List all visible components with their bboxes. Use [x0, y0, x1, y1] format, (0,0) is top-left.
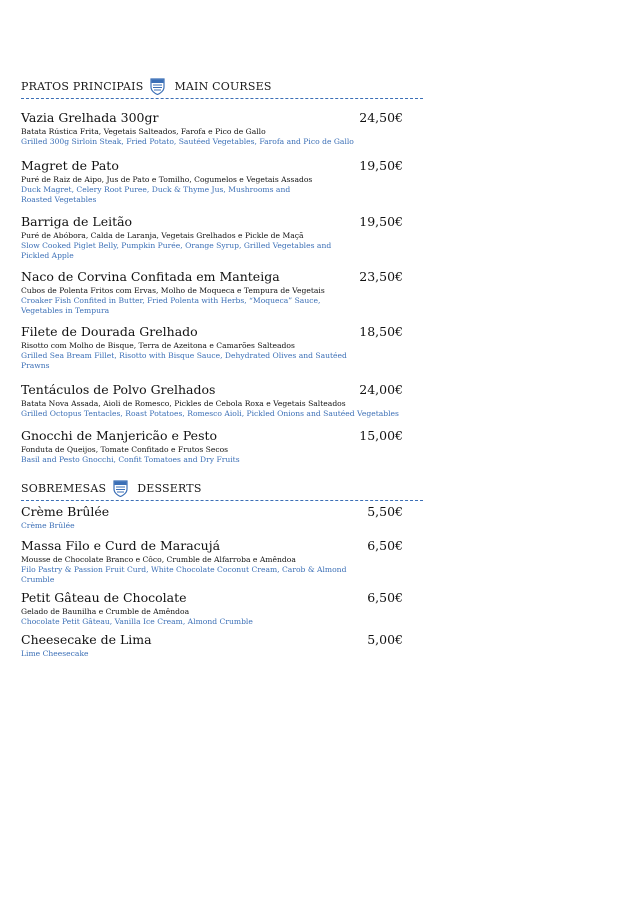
- dish-name: Massa Filo e Curd de Maracujá: [21, 538, 221, 553]
- dish-price: 24,00€: [359, 382, 403, 397]
- dish-description-en: Filo Pastry & Passion Fruit Curd, White Chocolate Coconut Cream, Carob & Almond Crumble: [21, 565, 347, 584]
- dish-description-pt: Fonduta de Queijos, Tomate Confitado e Frutos Secos: [21, 445, 229, 454]
- dish-description-pt: Gelado de Baunilha e Crumble de Amêndoa: [21, 607, 190, 616]
- dish-description-en: Duck Magret, Celery Root Puree, Duck & Thyme Jus, Mushrooms and Roasted Vegetables: [21, 185, 291, 204]
- dish-description-pt: Batata Rústica Frita, Vegetais Salteados, Farofa e Pico de Gallo: [21, 127, 266, 136]
- dish-description-en: Chocolate Petit Gâteau, Vanilla Ice Cream, Almond Crumble: [21, 617, 253, 626]
- menu-item: [21, 590, 421, 627]
- section-header: [21, 478, 423, 501]
- section-title-pt: SOBREMESAS: [21, 481, 107, 495]
- menu-item: [21, 110, 421, 147]
- dish-description-en: Grilled 300g Sirloin Steak, Fried Potato, Sautéed Vegetables, Farofa and Pico de Gallo: [21, 137, 354, 146]
- dish-price: 15,00€: [359, 428, 403, 443]
- dish-name: Gnocchi de Manjericão e Pesto: [21, 428, 218, 443]
- menu-item: [21, 158, 421, 205]
- menu-item: [21, 504, 421, 531]
- dish-price: 19,50€: [359, 214, 403, 229]
- dish-price: 19,50€: [359, 158, 403, 173]
- dish-name: Vazia Grelhada 300gr: [21, 110, 159, 125]
- dish-description-en: Crème Brûlée: [21, 521, 75, 530]
- section-title-en: MAIN COURSES: [174, 79, 272, 93]
- dish-name: Petit Gâteau de Chocolate: [21, 590, 187, 605]
- dish-name: Barriga de Leitão: [21, 214, 133, 229]
- dish-description-pt: Batata Nova Assada, Aioli de Romesco, Pickles de Cebola Roxa e Vegetais Salteados: [21, 399, 346, 408]
- dish-price: 23,50€: [359, 269, 403, 284]
- dish-price: 24,50€: [359, 110, 403, 125]
- dish-name: Cheesecake de Lima: [21, 632, 152, 647]
- dish-description-pt: Puré de Raiz de Aipo, Jus de Pato e Tomilho, Cogumelos e Vegetais Assados: [21, 175, 313, 184]
- dish-price: 5,00€: [367, 632, 403, 647]
- dish-description-pt: Mousse de Chocolate Branco e Côco, Crumble de Alfarroba e Amêndoa: [21, 555, 296, 564]
- dish-name: Filete de Dourada Grelhado: [21, 324, 198, 339]
- section-header: [21, 76, 423, 99]
- dish-description-en: Basil and Pesto Gnocchi, Confit Tomatoes and Dry Fruits: [21, 455, 240, 464]
- dish-description-pt: Risotto com Molho de Bisque, Terra de Azeitona e Camarões Salteados: [21, 341, 295, 350]
- shield-crest-icon: [150, 78, 165, 95]
- dish-description-pt: Cubos de Polenta Fritos com Ervas, Molho de Moqueca e Tempura de Vegetais: [21, 286, 325, 295]
- section-title-en: DESSERTS: [137, 481, 202, 495]
- menu-item: [21, 538, 421, 585]
- dish-description-pt: Puré de Abóbora, Calda de Laranja, Vegetais Grelhados e Pickle de Maçã: [21, 231, 304, 240]
- section-title-pt: PRATOS PRINCIPAIS: [21, 79, 144, 93]
- menu-item: [21, 269, 421, 316]
- dish-price: 5,50€: [367, 504, 403, 519]
- dish-name: Magret de Pato: [21, 158, 119, 173]
- menu-item: [21, 324, 421, 371]
- menu-item: [21, 632, 421, 659]
- dish-price: 6,50€: [367, 538, 403, 553]
- dish-name: Naco de Corvina Confitada em Manteiga: [21, 269, 280, 284]
- menu-item: [21, 214, 421, 261]
- dish-description-en: Grilled Sea Bream Fillet, Risotto with Bisque Sauce, Dehydrated Olives and Sautéed Prawns: [21, 351, 347, 370]
- shield-crest-icon: [113, 480, 128, 497]
- dish-description-en: Croaker Fish Confited in Butter, Fried Polenta with Herbs, “Moqueca” Sauce, Vegetables in Tempura: [21, 296, 321, 315]
- desserts-section: [21, 478, 423, 501]
- dish-name: Tentáculos de Polvo Grelhados: [21, 382, 216, 397]
- main-courses-section: [21, 76, 423, 99]
- menu-item: [21, 382, 421, 419]
- dish-description-en: Grilled Octopus Tentacles, Roast Potatoes, Romesco Aioli, Pickled Onions and Sautéed Vegetables: [21, 409, 399, 418]
- dish-name: Crème Brûlée: [21, 504, 110, 519]
- dish-description-en: Slow Cooked Piglet Belly, Pumpkin Purée, Orange Syrup, Grilled Vegetables and Pickled Apple: [21, 241, 332, 260]
- dish-price: 18,50€: [359, 324, 403, 339]
- menu-item: [21, 428, 421, 465]
- dish-description-en: Lime Cheesecake: [21, 649, 89, 658]
- dish-price: 6,50€: [367, 590, 403, 605]
